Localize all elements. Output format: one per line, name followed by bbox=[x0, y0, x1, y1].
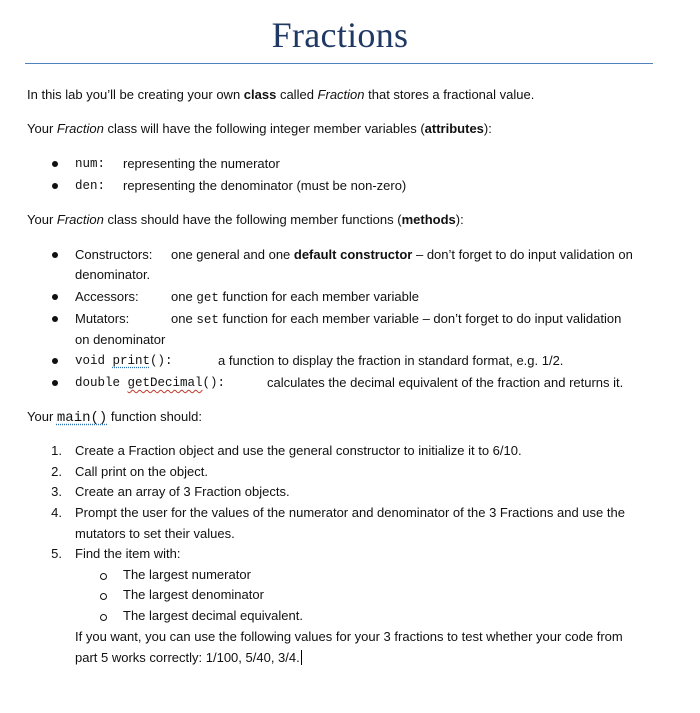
method-desc: calculates the decimal equivalent of the fraction and returns it. bbox=[267, 375, 624, 390]
closing-text-continued[interactable]: part 5 works correctly: 1/100, 5/40, 3/4. bbox=[75, 650, 300, 665]
step-text: Create a Fraction object and use the general constructor to initialize it to 6/10. bbox=[75, 443, 522, 458]
method-label: Mutators: bbox=[75, 311, 130, 326]
bullet-icon bbox=[52, 316, 58, 322]
page-title: Fractions bbox=[271, 15, 409, 55]
main-intro: Your main() function should: bbox=[27, 409, 202, 426]
hollow-bullet-icon bbox=[100, 593, 107, 600]
bullet-icon bbox=[52, 161, 58, 167]
step-number: 4. bbox=[51, 505, 62, 520]
hollow-bullet-icon bbox=[100, 573, 107, 580]
methods-intro: Your Fraction class should have the following member functions (methods): bbox=[27, 212, 464, 227]
method-desc: one set function for each member variable – don’t forget to do input validation bbox=[171, 311, 622, 327]
sub-item-text: The largest decimal equivalent. bbox=[123, 608, 303, 623]
attribute-desc: representing the numerator bbox=[123, 156, 280, 171]
step-text: Prompt the user for the values of the numerator and denominator of the 3 Fractions and use the bbox=[75, 505, 625, 520]
step-number: 5. bbox=[51, 546, 62, 561]
step-number: 3. bbox=[51, 484, 62, 499]
sub-item-text: The largest numerator bbox=[123, 567, 251, 582]
hollow-bullet-icon bbox=[100, 614, 107, 621]
text-cursor bbox=[301, 650, 302, 665]
step-text: Call print on the object. bbox=[75, 464, 208, 479]
step-text: Find the item with: bbox=[75, 546, 181, 561]
method-desc: one get function for each member variable bbox=[171, 289, 419, 305]
intro-paragraph: In this lab you’ll be creating your own class called Fraction that stores a fractional value. bbox=[27, 87, 535, 102]
step-text: Create an array of 3 Fraction objects. bbox=[75, 484, 290, 499]
step-number: 2. bbox=[51, 464, 62, 479]
bullet-icon bbox=[52, 183, 58, 189]
step-text-continued: mutators to set their values. bbox=[75, 526, 235, 541]
attribute-code: den: bbox=[75, 179, 106, 193]
bullet-icon bbox=[52, 358, 58, 364]
method-desc: one general and one default constructor – don’t forget to do input validation on bbox=[171, 247, 633, 262]
method-label: Constructors: bbox=[75, 247, 153, 262]
attribute-desc: representing the denominator (must be non-zero) bbox=[123, 178, 407, 193]
bullet-icon bbox=[52, 252, 58, 258]
attribute-code: num: bbox=[75, 157, 106, 171]
method-desc-continued: denominator. bbox=[75, 267, 151, 282]
method-desc-continued: on denominator bbox=[75, 332, 166, 347]
attributes-intro: Your Fraction class will have the following integer member variables (attributes): bbox=[27, 121, 492, 136]
bullet-icon bbox=[52, 294, 58, 300]
method-signature: void print(): bbox=[75, 354, 173, 368]
title-divider bbox=[25, 63, 653, 64]
method-signature: double getDecimal(): bbox=[75, 376, 226, 390]
step-number: 1. bbox=[51, 443, 62, 458]
closing-text: If you want, you can use the following values for your 3 fractions to test whether your code from bbox=[75, 629, 623, 644]
method-label: Accessors: bbox=[75, 289, 139, 304]
sub-item-text: The largest denominator bbox=[123, 587, 264, 602]
bullet-icon bbox=[52, 380, 58, 386]
method-desc: a function to display the fraction in standard format, e.g. 1/2. bbox=[218, 353, 564, 368]
